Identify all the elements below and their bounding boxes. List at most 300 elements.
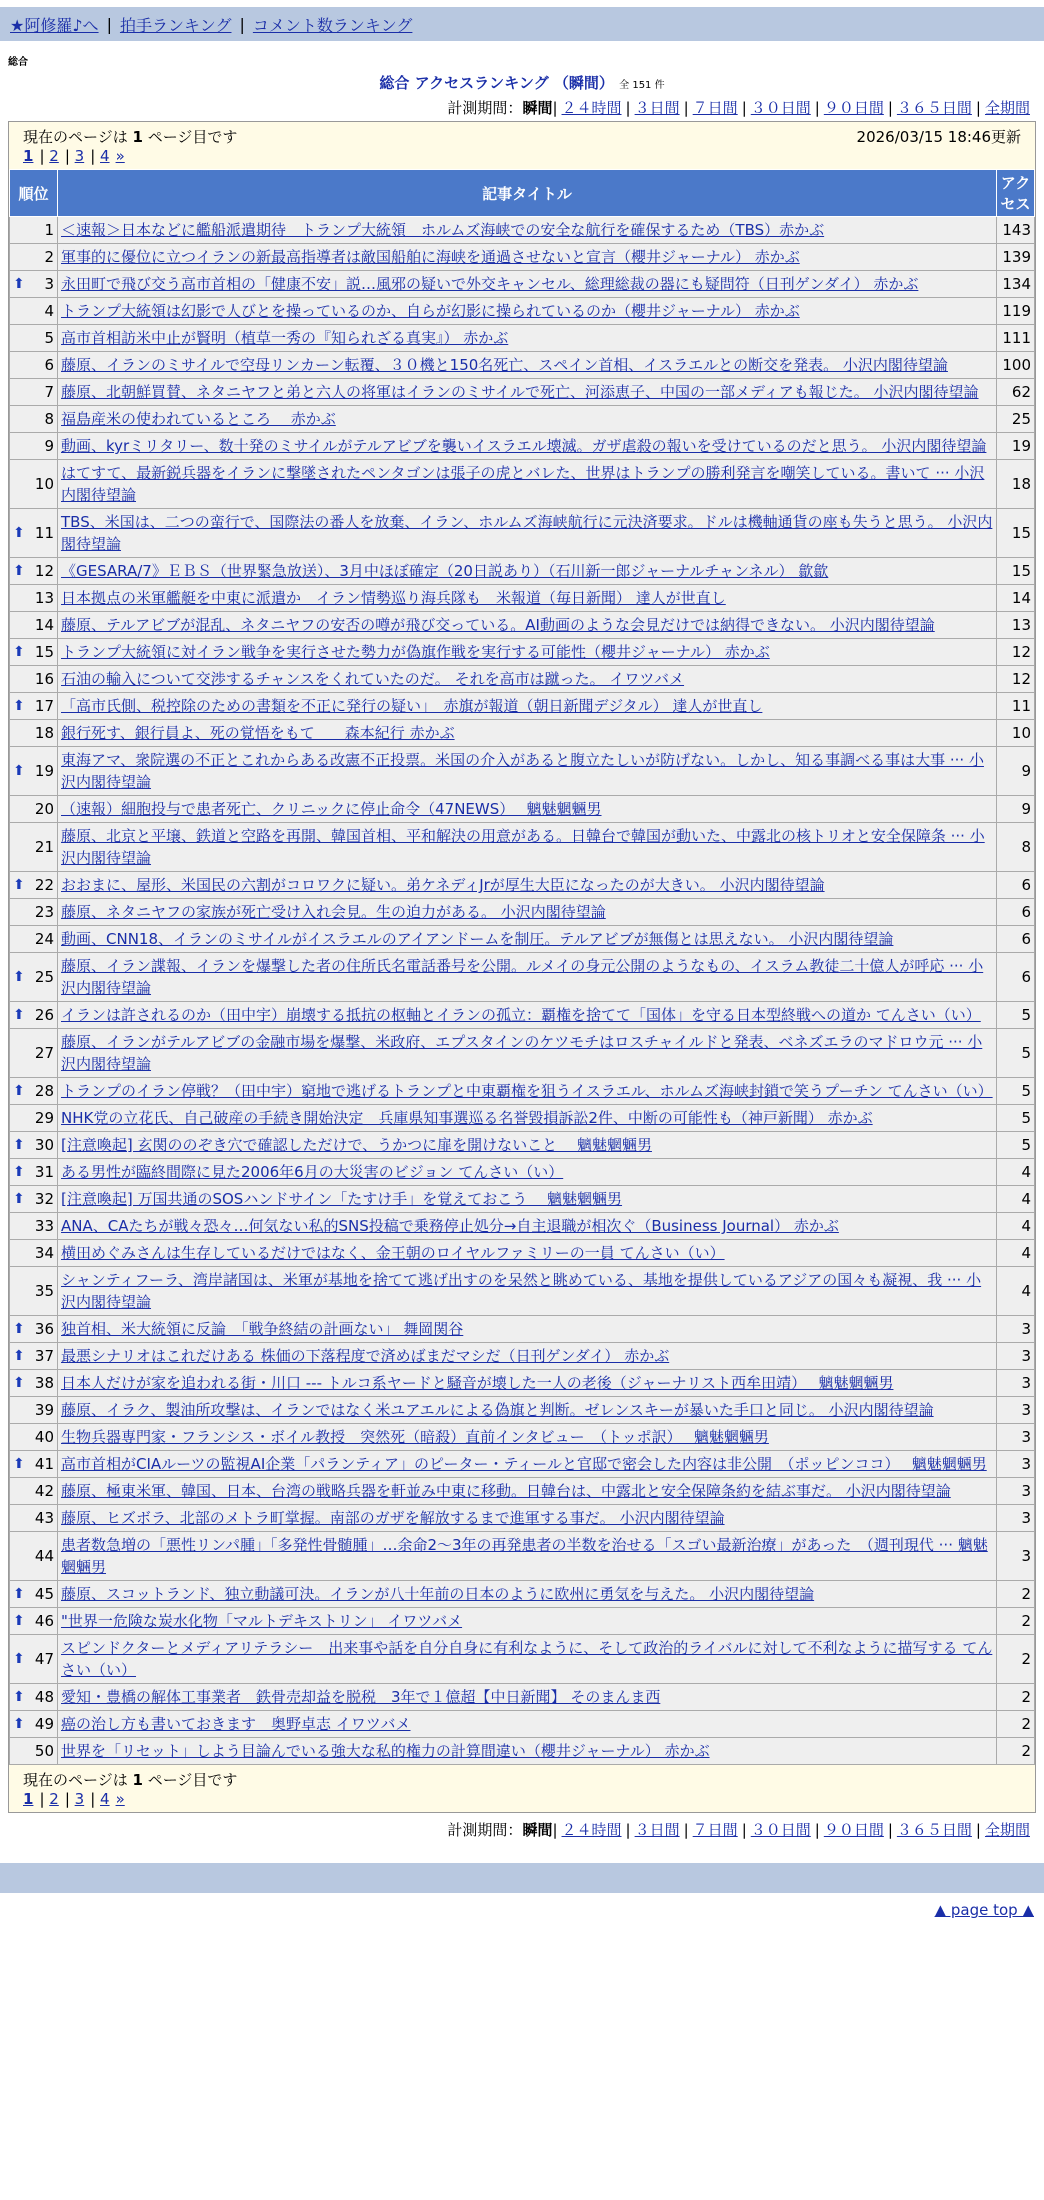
access-count: 3 xyxy=(997,1478,1035,1505)
up-arrow-icon: ⬆ xyxy=(13,644,25,660)
rank-number: 4 xyxy=(44,302,54,320)
access-count: 5 xyxy=(997,1029,1035,1078)
article-link[interactable]: 動画、CNN18、イランのミサイルがイスラエルのアイアンドームを制圧。テルアビブが無傷とは思えない。 小沢内閣待望論 xyxy=(61,930,894,948)
rank-number: 30 xyxy=(34,1136,54,1154)
article-link[interactable]: 軍事的に優位に立つイランの新最高指導者は敵国船舶に海峡を通過させないと宣言（櫻井ジャーナル） 赤かぶ xyxy=(61,248,800,266)
title-cell xyxy=(58,1684,997,1711)
period-separator: | xyxy=(814,1821,820,1839)
rank-number: 16 xyxy=(34,670,54,688)
table-row xyxy=(10,271,1035,298)
page-title xyxy=(0,72,1044,93)
access-count: 14 xyxy=(997,585,1035,612)
title-cell xyxy=(58,433,997,460)
rank-number: 49 xyxy=(34,1715,54,1733)
table-row xyxy=(10,352,1035,379)
article-link[interactable]: トランプ大統領は幻影で人びとを操っているのか、自らが幻影に操られているのか（櫻井ジャーナル） 赤かぶ xyxy=(61,302,800,320)
title-cell xyxy=(58,1343,997,1370)
title-cell xyxy=(58,1105,997,1132)
rank-number: 21 xyxy=(34,838,54,856)
title-cell xyxy=(58,585,997,612)
table-row xyxy=(10,1213,1035,1240)
table-row xyxy=(10,1132,1035,1159)
rank-cell xyxy=(10,953,58,1002)
table-row xyxy=(10,1608,1035,1635)
period-separator: | xyxy=(887,99,893,117)
page-top-link[interactable]: ▲ page top ▲ xyxy=(934,1901,1034,1919)
rank-number: 7 xyxy=(44,383,54,401)
rank-number: 1 xyxy=(44,221,54,239)
period-link[interactable]: ３６５日間 xyxy=(896,99,972,117)
title-cell xyxy=(58,1532,997,1581)
rank-number: 33 xyxy=(34,1217,54,1235)
page-info: 現在のページは 1 ページ目です xyxy=(23,1771,238,1789)
table-row xyxy=(10,1738,1035,1765)
article-link[interactable]: ＜速報＞日本などに艦船派遣期待 トランプ大統領 ホルムズ海峡での安全な航行を確保するため（TBS）赤かぶ xyxy=(61,221,825,239)
rank-number: 32 xyxy=(34,1190,54,1208)
title-cell xyxy=(58,1581,997,1608)
table-row xyxy=(10,1478,1035,1505)
rank-cell xyxy=(10,693,58,720)
rank-cell xyxy=(10,1240,58,1267)
rank-number: 50 xyxy=(34,1742,54,1760)
title-cell xyxy=(58,693,997,720)
period-separator: | xyxy=(625,1821,631,1839)
title-cell xyxy=(58,1635,997,1684)
table-row xyxy=(10,720,1035,747)
rank-cell xyxy=(10,1213,58,1240)
page-current-link[interactable]: 1 xyxy=(23,147,34,165)
table-row xyxy=(10,1424,1035,1451)
article-link[interactable]: イランは許されるのか（田中宇）崩壊する抵抗の枢軸とイランの孤立：覇権を捨てて「国体」を守る日本型終戦への道か てんさい（い） xyxy=(61,1006,981,1024)
title-cell xyxy=(58,1505,997,1532)
up-arrow-icon: ⬆ xyxy=(13,698,25,714)
rank-number: 38 xyxy=(34,1374,54,1392)
article-link[interactable]: 藤原、スコットランド、独立動議可決。イランが八十年前の日本のように欧州に勇気を与えた。 小沢内閣待望論 xyxy=(61,1585,815,1603)
article-link[interactable]: トランプ大統領に対イラン戦争を実行させた勢力が偽旗作戦を実行する可能性（櫻井ジャーナル） 赤かぶ xyxy=(61,643,770,661)
rank-cell xyxy=(10,1684,58,1711)
article-link[interactable]: 藤原、北京と平壌、鉄道と空路を再開、韓国首相、平和解決の用意がある。日韓台で韓国が動いた、中露北の核トリオと安全保障条 ··· 小沢内閣待望論 xyxy=(61,827,985,867)
pager-separator: | xyxy=(90,147,101,165)
ranking-table xyxy=(9,169,1035,1765)
top-nav-bar xyxy=(0,7,1044,41)
access-count: 3 xyxy=(997,1532,1035,1581)
rank-number: 11 xyxy=(34,524,54,542)
title-cell xyxy=(58,666,997,693)
rank-number: 12 xyxy=(34,562,54,580)
access-count: 134 xyxy=(997,271,1035,298)
article-link[interactable]: 東海アマ、衆院選の不正とこれからある改憲不正投票。米国の介入があると腹立たしいが防げない。しかし、知る事調べる事は大事 ··· 小沢内閣待望論 xyxy=(61,751,984,791)
rank-number: 13 xyxy=(34,589,54,607)
article-link[interactable]: スピンドクターとメディアリテラシー 出来事や話を自分自身に有利なように、そして政治的ライバルに対して不利なように描写する てんさい（い） xyxy=(61,1639,993,1679)
article-link[interactable]: 横田めぐみさんは生存しているだけではなく、金王朝のロイヤルファミリーの一員 てんさい（い） xyxy=(61,1244,725,1262)
page-link[interactable]: 3 xyxy=(74,1790,85,1808)
rank-cell xyxy=(10,352,58,379)
table-row xyxy=(10,747,1035,796)
clap-ranking-link[interactable]: 拍手ランキング xyxy=(119,15,232,35)
period-label: 計測期間： xyxy=(447,99,523,117)
title-cell xyxy=(58,872,997,899)
page-link[interactable]: 4 xyxy=(100,1790,110,1808)
rank-cell xyxy=(10,1343,58,1370)
access-count: 12 xyxy=(997,666,1035,693)
up-arrow-icon: ⬆ xyxy=(13,1083,25,1099)
article-link[interactable]: 藤原、ネタニヤフの家族が死亡受け入れ会見。生の迫力がある。 小沢内閣待望論 xyxy=(61,903,606,921)
access-count: 19 xyxy=(997,433,1035,460)
period-link[interactable]: ３日間 xyxy=(634,99,680,117)
rank-number: 48 xyxy=(34,1688,54,1706)
period-separator: | xyxy=(741,1821,747,1839)
rank-cell xyxy=(10,379,58,406)
table-row xyxy=(10,796,1035,823)
table-row xyxy=(10,1397,1035,1424)
up-arrow-icon: ⬆ xyxy=(13,969,25,985)
access-count: 3 xyxy=(997,1505,1035,1532)
title-cell xyxy=(58,796,997,823)
period-selector-bottom xyxy=(0,1819,1044,1843)
rank-cell xyxy=(10,1738,58,1765)
up-arrow-icon: ⬆ xyxy=(13,1348,25,1364)
article-link[interactable]: シャンティフーラ、湾岸諸国は、米軍が基地を捨てて逃げ出すのを呆然と眺めている、基地を提供しているアジアの国々も凝視、我 ··· 小沢内閣待望論 xyxy=(61,1271,982,1311)
table-row xyxy=(10,639,1035,666)
article-link[interactable]: 最悪シナリオはこれだけある 株価の下落程度で済めばまだマシだ（日刊ゲンダイ） 赤かぶ xyxy=(61,1347,670,1365)
access-count: 5 xyxy=(997,1105,1035,1132)
up-arrow-icon: ⬆ xyxy=(13,1375,25,1391)
rank-cell xyxy=(10,271,58,298)
rank-cell xyxy=(10,585,58,612)
page-link[interactable]: 2 xyxy=(49,1790,59,1808)
title-cell xyxy=(58,1424,997,1451)
article-link[interactable]: 《GESARA/7》ＥＢＳ（世界緊急放送）、3月中ほぼ確定（20日説あり）（石川新一郎ジャーナルチャンネル） 歙歙 xyxy=(61,562,829,580)
title-cell xyxy=(58,1267,997,1316)
article-link[interactable]: 日本拠点の米軍艦艇を中東に派遣か イラン情勢巡り海兵隊も 米報道（毎日新聞） 達人が世直し xyxy=(61,589,726,607)
access-count: 4 xyxy=(997,1267,1035,1316)
access-count: 10 xyxy=(997,720,1035,747)
rank-number: 24 xyxy=(34,930,54,948)
title-cell xyxy=(58,244,997,271)
up-arrow-icon: ⬆ xyxy=(13,276,25,292)
rank-number: 36 xyxy=(34,1320,54,1338)
access-count: 6 xyxy=(997,899,1035,926)
rank-cell xyxy=(10,926,58,953)
period-link[interactable]: ７日間 xyxy=(692,99,738,117)
pager-separator: | xyxy=(64,1790,75,1808)
category-label: 総合 xyxy=(8,57,28,68)
rank-number: 41 xyxy=(34,1455,54,1473)
rank-cell xyxy=(10,406,58,433)
table-row xyxy=(10,406,1035,433)
access-count: 18 xyxy=(997,460,1035,509)
article-link[interactable]: [注意喚起] 万国共通のSOSハンドサイン「たすけ手」を覚えておこう 魑魅魍魎男 xyxy=(61,1190,623,1208)
rank-number: 14 xyxy=(34,616,54,634)
article-link[interactable]: ANA、CAたちが戦々恐々…何気ない私的SNS投稿で乗務停止処分→自主退職が相次ぐ（Business Journal） 赤かぶ xyxy=(61,1217,839,1235)
title-cell xyxy=(58,823,997,872)
page-link[interactable]: » xyxy=(115,147,125,165)
title-cell xyxy=(58,1002,997,1029)
table-row xyxy=(10,244,1035,271)
rank-number: 44 xyxy=(34,1547,54,1565)
rank-cell xyxy=(10,1370,58,1397)
title-cell xyxy=(58,352,997,379)
access-count: 6 xyxy=(997,872,1035,899)
rank-cell xyxy=(10,1316,58,1343)
rank-header: 順位 xyxy=(10,170,58,217)
rank-number: 37 xyxy=(34,1347,54,1365)
article-link[interactable]: 癌の治し方も書いておきます 奥野卓志 イワツバメ xyxy=(61,1715,411,1733)
period-link[interactable]: ２４時間 xyxy=(561,1821,622,1839)
rank-cell xyxy=(10,747,58,796)
title-cell xyxy=(58,1397,997,1424)
table-row xyxy=(10,612,1035,639)
article-link[interactable]: 藤原、北朝鮮買賛、ネタニヤフと弟と六人の将軍はイランのミサイルで死亡、河添恵子、中国の一部メディアも報じた。 小沢内閣待望論 xyxy=(61,383,979,401)
rank-cell xyxy=(10,823,58,872)
article-link[interactable]: トランプのイラン停戦？（田中宇）窮地で逃げるトランプと中東覇権を狙うイスラエル、ホルムズ海峡封鎖で笑うプーチン てんさい（い） xyxy=(61,1082,993,1100)
period-separator: | xyxy=(625,99,631,117)
title-cell xyxy=(58,271,997,298)
access-count: 2 xyxy=(997,1738,1035,1765)
up-arrow-icon: ⬆ xyxy=(13,1716,25,1732)
rank-cell xyxy=(10,509,58,558)
period-link[interactable]: 全期間 xyxy=(984,99,1030,117)
article-link[interactable]: 藤原、イラン諜報、イランを爆撃した者の住所氏名電話番号を公開。ルメイの身元公開のようなもの、イスラム教徒二十億人が呼応 ··· 小沢内閣待望論 xyxy=(61,957,984,997)
title-cell xyxy=(58,1213,997,1240)
table-row xyxy=(10,693,1035,720)
title-cell xyxy=(58,926,997,953)
access-count: 111 xyxy=(997,325,1035,352)
period-link[interactable]: ２４時間 xyxy=(561,99,622,117)
rank-cell xyxy=(10,244,58,271)
table-row xyxy=(10,460,1035,509)
table-row xyxy=(10,217,1035,244)
rank-cell xyxy=(10,1267,58,1316)
up-arrow-icon: ⬆ xyxy=(13,1191,25,1207)
title-cell xyxy=(58,953,997,1002)
article-link[interactable]: 銀行死す、銀行員よ、死の覚悟をもて 森本紀行 赤かぶ xyxy=(61,724,455,742)
access-count: 4 xyxy=(997,1240,1035,1267)
pager-separator: | xyxy=(64,147,75,165)
rank-number: 20 xyxy=(34,800,54,818)
rank-cell xyxy=(10,325,58,352)
rank-cell xyxy=(10,1159,58,1186)
access-count: 119 xyxy=(997,298,1035,325)
rank-number: 28 xyxy=(34,1082,54,1100)
rank-number: 29 xyxy=(34,1109,54,1127)
title-cell xyxy=(58,1186,997,1213)
up-arrow-icon: ⬆ xyxy=(13,1613,25,1629)
title-cell xyxy=(58,460,997,509)
article-link[interactable]: 藤原、イラク、製油所攻撃は、イランではなく米ユアエルによる偽旗と判断。ゼレンスキーが暴いた手口と同じ。 小沢内閣待望論 xyxy=(61,1401,934,1419)
page-current-link[interactable]: 1 xyxy=(23,1790,34,1808)
title-cell xyxy=(58,325,997,352)
article-link[interactable]: 高市首相がCIAルーツの監視AI企業「パランティア」のピーター・ティールと官邸で密会した内容は非公開 （ポッピンココ） 魑魅魍魎男 xyxy=(61,1455,987,1473)
access-count: 4 xyxy=(997,1186,1035,1213)
period-link[interactable]: 全期間 xyxy=(984,1821,1030,1839)
table-row xyxy=(10,872,1035,899)
article-link[interactable]: （速報）細胞投与で患者死亡、クリニックに停止命令（47NEWS） 魑魅魍魎男 xyxy=(61,800,602,818)
up-arrow-icon: ⬆ xyxy=(13,1007,25,1023)
access-count: 13 xyxy=(997,612,1035,639)
article-link[interactable]: 「高市氏側、税控除のための書類を不正に発行の疑い」 赤旗が報道（朝日新聞デジタル） 達人が世直し xyxy=(61,697,763,715)
table-row xyxy=(10,558,1035,585)
up-arrow-icon: ⬆ xyxy=(13,1137,25,1153)
period-separator: | xyxy=(814,99,820,117)
table-row xyxy=(10,1581,1035,1608)
nav-separator: | xyxy=(106,14,112,34)
article-link[interactable]: 福島産米の使われているところ 赤かぶ xyxy=(61,410,336,428)
comment-ranking-link[interactable]: コメント数ランキング xyxy=(252,15,413,35)
up-arrow-icon: ⬆ xyxy=(13,563,25,579)
access-count: 5 xyxy=(997,1132,1035,1159)
rank-number: 42 xyxy=(34,1482,54,1500)
table-row xyxy=(10,1451,1035,1478)
rank-cell xyxy=(10,720,58,747)
title-cell xyxy=(58,612,997,639)
article-link[interactable]: 動画、kyrミリタリー、数十発のミサイルがテルアビブを襲いイスラエル壊滅。ガザ虐殺の報いを受けているのだと思う。 小沢内閣待望論 xyxy=(61,437,987,455)
period-link[interactable]: ９０日間 xyxy=(823,99,884,117)
title-cell xyxy=(58,720,997,747)
period-link[interactable]: ９０日間 xyxy=(823,1821,884,1839)
period-link[interactable]: ３０日間 xyxy=(750,99,811,117)
title-cell xyxy=(58,1240,997,1267)
rank-number: 5 xyxy=(44,329,54,347)
rank-cell xyxy=(10,1478,58,1505)
access-count: 4 xyxy=(997,1159,1035,1186)
rank-number: 6 xyxy=(44,356,54,374)
page-link[interactable]: 4 xyxy=(100,147,110,165)
rank-number: 27 xyxy=(34,1044,54,1062)
article-link[interactable]: 独首相、米大統領に反論 「戦争終結の計画ない」 舞岡関谷 xyxy=(61,1320,464,1338)
title-cell xyxy=(58,406,997,433)
pager xyxy=(23,147,1021,165)
rank-number: 40 xyxy=(34,1428,54,1446)
article-link[interactable]: 藤原、イランのミサイルで空母リンカーン転覆、３０機と150名死亡、スペイン首相、イスラエルとの断交を発表。 小沢内閣待望論 xyxy=(61,356,948,374)
table-row xyxy=(10,433,1035,460)
table-row xyxy=(10,1105,1035,1132)
rank-number: 31 xyxy=(34,1163,54,1181)
article-link[interactable]: TBS、米国は、二つの蛮行で、国際法の番人を放棄、イラン、ホルムズ海峡航行に元決済要求。ドルは機軸通貨の座も失うと思う。 小沢内閣待望論 xyxy=(61,513,993,553)
period-separator: | xyxy=(552,1821,558,1839)
article-link[interactable]: ある男性が臨終間際に見た2006年6月の大災害のビジョン てんさい（い） xyxy=(61,1163,564,1181)
article-link[interactable]: 生物兵器専門家・フランシス・ボイル教授 突然死（暗殺）直前インタビュー （トッポ訳） 魑魅魍魎男 xyxy=(61,1428,769,1446)
article-link[interactable]: [注意喚起] 玄関ののぞき穴で確認しただけで、うかつに扉を開けないこと 魑魅魍魎男 xyxy=(61,1136,652,1154)
title-header: 記事タイトル xyxy=(58,170,997,217)
access-count: 3 xyxy=(997,1451,1035,1478)
up-arrow-icon: ⬆ xyxy=(13,1586,25,1602)
up-arrow-icon: ⬆ xyxy=(13,525,25,541)
table-row xyxy=(10,926,1035,953)
rank-number: 8 xyxy=(44,410,54,428)
table-row xyxy=(10,1343,1035,1370)
article-link[interactable]: 藤原、テルアビブが混乱、ネタニヤフの安否の噂が飛び交っている。AI動画のような会見だけでは納得できない。 小沢内閣待望論 xyxy=(61,616,935,634)
page-link[interactable]: 3 xyxy=(74,147,85,165)
period-link[interactable]: ３日間 xyxy=(634,1821,680,1839)
table-row xyxy=(10,509,1035,558)
period-link[interactable]: ３０日間 xyxy=(750,1821,811,1839)
rank-cell xyxy=(10,1186,58,1213)
article-link[interactable]: NHK党の立花氏、自己破産の手続き開始決定 兵庫県知事選巡る名誉毀損訴訟2件、中断の可能性も（神戸新聞） 赤かぶ xyxy=(61,1109,873,1127)
article-link[interactable]: "世界一危険な炭水化物「マルトデキストリン」 イワツバメ xyxy=(61,1612,463,1630)
title-cell xyxy=(58,1316,997,1343)
access-count: 3 xyxy=(997,1343,1035,1370)
title-cell xyxy=(58,379,997,406)
up-arrow-icon: ⬆ xyxy=(13,1321,25,1337)
rank-cell xyxy=(10,1029,58,1078)
article-link[interactable]: 藤原、ヒズボラ、北部のメトラ町掌握。南部のガザを解放するまで進軍する事だ。 小沢内閣待望論 xyxy=(61,1509,725,1527)
up-arrow-icon: ⬆ xyxy=(13,877,25,893)
access-count: 4 xyxy=(997,1213,1035,1240)
page-link[interactable]: » xyxy=(115,1790,125,1808)
rank-cell xyxy=(10,460,58,509)
table-row xyxy=(10,1635,1035,1684)
rank-number: 43 xyxy=(34,1509,54,1527)
article-link[interactable]: 藤原、イランがテルアビブの金融市場を爆撃、米政府、エプスタインのケツモチはロスチャイルドと発表、ベネズエラのマドロウ元 ··· 小沢内閣待望論 xyxy=(61,1033,983,1073)
article-link[interactable]: はてすて、最新鋭兵器をイランに撃墜されたペンタゴンは張子の虎とバレた、世界はトランプの勝利発言を嘲笑している。書いて ··· 小沢内閣待望論 xyxy=(61,464,985,504)
pager-separator: | xyxy=(39,1790,50,1808)
period-link[interactable]: ７日間 xyxy=(692,1821,738,1839)
rank-number: 26 xyxy=(34,1006,54,1024)
period-current: 瞬間 xyxy=(522,99,553,117)
period-separator: | xyxy=(887,1821,893,1839)
title-cell xyxy=(58,1451,997,1478)
rank-cell xyxy=(10,899,58,926)
article-link[interactable]: 世界を「リセット」しよう目論んでいる強大な私的権力の計算間違い（櫻井ジャーナル） 赤かぶ xyxy=(61,1742,710,1760)
access-count: 15 xyxy=(997,509,1035,558)
access-count: 2 xyxy=(997,1711,1035,1738)
nav-separator: | xyxy=(239,14,245,34)
access-count: 100 xyxy=(997,352,1035,379)
article-link[interactable]: 日本人だけが家を追われる街・川口 --- トルコ系ヤードと騒音が壊した一人の老後（ジャーナリスト西牟田靖） 魑魅魍魎男 xyxy=(61,1374,894,1392)
access-count: 62 xyxy=(997,379,1035,406)
rank-cell xyxy=(10,1105,58,1132)
page-link[interactable]: 2 xyxy=(49,147,59,165)
article-link[interactable]: 患者数急増の「悪性リンパ腫」「多発性骨髄腫」…余命2～3年の再発患者の半数を治せる「スゴい最新治療」があった （週刊現代 ··· 魑魅魍魎男 xyxy=(61,1536,988,1576)
rank-cell xyxy=(10,796,58,823)
article-link[interactable]: 藤原、極東米軍、韓国、日本、台湾の戦略兵器を軒並み中東に移動。日韓台は、中露北と安全保障条約を結ぶ事だ。 小沢内閣待望論 xyxy=(61,1482,951,1500)
total-count: 全 151 件 xyxy=(619,80,665,91)
home-link[interactable]: ★阿修羅♪へ xyxy=(10,15,99,35)
rank-number: 45 xyxy=(34,1585,54,1603)
page-info-box xyxy=(9,122,1035,169)
access-count: 5 xyxy=(997,1002,1035,1029)
article-link[interactable]: 愛知・豊橋の解体工事業者 鉄骨売却益を脱税 3年で１億超【中日新聞】 そのまんま西 xyxy=(61,1688,661,1706)
table-row xyxy=(10,1240,1035,1267)
rank-cell xyxy=(10,1002,58,1029)
title-cell xyxy=(58,1711,997,1738)
rank-cell xyxy=(10,612,58,639)
rank-cell xyxy=(10,298,58,325)
period-separator: | xyxy=(683,99,689,117)
rank-cell xyxy=(10,1424,58,1451)
article-link[interactable]: 石油の輸入について交渉するチャンスをくれていたのだ。 それを高市は蹴った。 イワツバメ xyxy=(61,670,685,688)
table-row xyxy=(10,1532,1035,1581)
title-cell xyxy=(58,639,997,666)
rank-number: 25 xyxy=(34,968,54,986)
table-row xyxy=(10,1002,1035,1029)
rank-number: 15 xyxy=(34,643,54,661)
table-row xyxy=(10,1684,1035,1711)
article-link[interactable]: 高市首相訪米中止が賢明（植草一秀の『知られざる真実』） 赤かぶ xyxy=(61,329,509,347)
rank-number: 22 xyxy=(34,876,54,894)
title-cell xyxy=(58,298,997,325)
title-cell xyxy=(58,217,997,244)
title-cell xyxy=(58,1608,997,1635)
article-link[interactable]: おおまに、屋形、米国民の六割がコロワクに疑い。弟ケネディJrが厚生大臣になったのが大きい。 小沢内閣待望論 xyxy=(61,876,825,894)
period-label: 計測期間： xyxy=(447,1821,523,1839)
article-link[interactable]: 永田町で飛び交う高市首相の「健康不安」説…風邪の疑いで外交キャンセル、総理総裁の器にも疑問符（日刊ゲンダイ） 赤かぶ xyxy=(61,275,919,293)
rank-number: 34 xyxy=(34,1244,54,1262)
access-count: 2 xyxy=(997,1635,1035,1684)
period-link[interactable]: ３６５日間 xyxy=(896,1821,972,1839)
rank-cell xyxy=(10,1132,58,1159)
